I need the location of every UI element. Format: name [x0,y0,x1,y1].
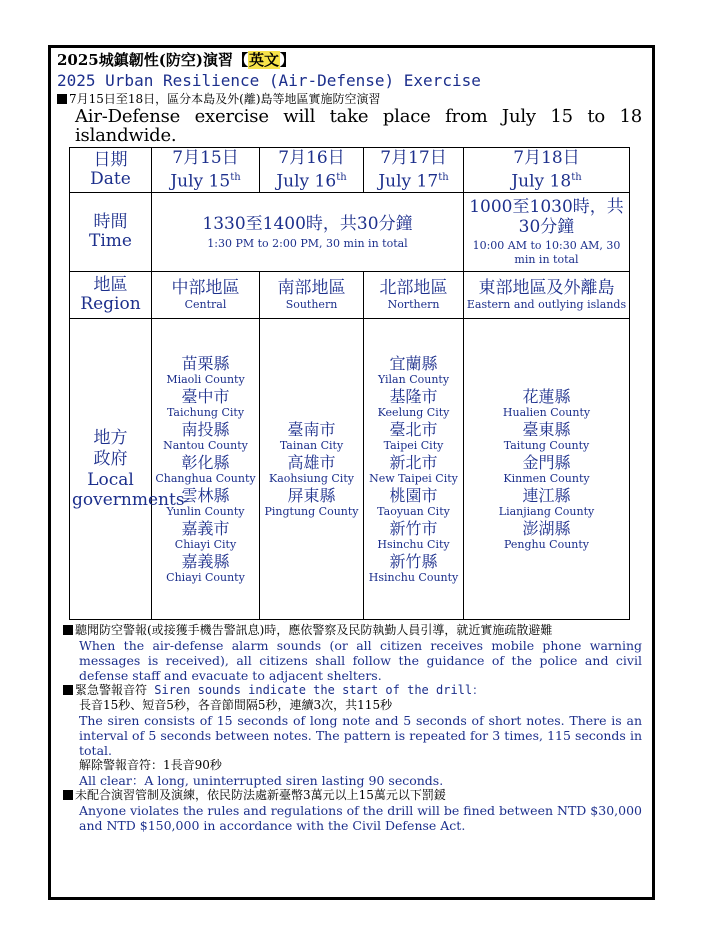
region-zh: 中部地區 [171,277,240,298]
date-en-suffix: th [438,171,449,183]
gov-name-zh: 金門縣 [522,452,571,472]
time-row [70,193,630,272]
date-label-cell [70,148,152,193]
bullet-square-icon [63,685,73,695]
gov-name-en: Changhua County [155,471,256,485]
gov-name-zh: 嘉義市 [181,518,230,538]
region-cell [152,272,260,319]
date-zh: 7月15日 [172,147,239,168]
region-cell [260,272,364,319]
gov-list-southern [260,319,364,620]
gov-name-zh: 桃園市 [389,485,438,505]
gov-name-zh: 屏東縣 [287,485,336,505]
note-siren-heading [63,683,646,698]
gov-list-central [152,319,260,620]
date-cell [152,148,260,193]
gov-name-en: Taichung City [166,405,245,419]
gov-name-en: Yunlin County [166,504,245,518]
gov-label-zh: 地方政府 [93,428,128,469]
note-siren-pattern-zh: 長音15秒、短音5秒，各音節間隔5秒，連續3次，共115秒 [79,698,393,712]
gov-name-zh: 彰化縣 [181,452,230,472]
gov-name-en: Lianjiang County [498,504,595,518]
title-highlight: 英文 [248,51,279,69]
note-alarm-en: When the air-defense alarm sounds (or all citizen receives mobile phone warning messages is received), all citizens shall follow the guidance of the police and civil defense staff and evacuate to adjacent shelters. [79,638,642,683]
date-en [154,168,257,192]
date-zh: 7月16日 [278,147,345,168]
time-main-zh: 1330至1400時，共30分鐘 [202,213,413,234]
schedule-table [69,147,630,620]
gov-name-en: Penghu County [503,537,590,551]
time-last-en: 10:00 AM to 10:30 AM, 30 min in total [472,239,621,266]
gov-name-zh: 臺東縣 [522,419,571,439]
region-label-cell [70,272,152,319]
gov-name-zh: 雲林縣 [181,485,230,505]
region-en: Eastern and outlying islands [466,297,627,311]
lead-zh [57,91,646,107]
note-all-clear-zh: 解除警報音符：1長音90秒 [79,758,222,772]
region-label-zh: 地區 [93,275,128,295]
bullet-square-icon [63,790,73,800]
date-en-suffix: th [230,171,241,183]
region-row [70,272,630,319]
region-en: Central [184,297,227,311]
time-main-cell [152,193,464,272]
gov-name-zh: 臺中市 [181,386,230,406]
lead-zh-text: 7月15日至18日，區分本島及外(離)島等地區實施防空演習 [69,92,381,106]
gov-name-en: Taipei City [383,438,444,452]
gov-name-en: New Taipei City [369,471,458,485]
date-label-zh: 日期 [93,150,128,170]
time-last-zh: 1000至1030時，共30分鐘 [469,197,624,237]
gov-name-zh: 新竹縣 [389,551,438,571]
region-cell [464,272,630,319]
date-row [70,148,630,193]
note-alarm-zh [63,623,646,638]
region-en: Southern [285,297,338,311]
gov-label-en: Local governments [72,470,185,510]
gov-name-en: Pingtung County [264,504,359,518]
region-zh: 南部地區 [277,277,346,298]
time-last-cell [464,193,630,272]
gov-name-zh: 高雄市 [287,452,336,472]
gov-name-en: Chiayi City [174,537,237,551]
gov-name-zh: 花蓮縣 [522,386,571,406]
time-label-en: Time [89,231,132,251]
bullet-square-icon [57,94,67,104]
note-penalty-zh [63,788,646,803]
gov-name-zh: 南投縣 [181,419,230,439]
gov-name-en: Yilan County [377,372,450,386]
notice-frame [48,45,655,900]
gov-name-zh: 臺南市 [287,419,336,439]
date-zh: 7月18日 [513,147,580,168]
gov-name-en: Hsinchu County [368,570,459,584]
title-bracket-open: 【 [232,51,248,69]
date-en [466,168,627,192]
date-en-text: July 18 [511,171,572,192]
gov-name-zh: 基隆市 [389,386,438,406]
government-row [70,319,630,620]
region-zh: 北部地區 [379,277,448,298]
note-all-clear-en: All clear：A long, uninterrupted siren lasting 90 seconds. [79,773,444,788]
gov-name-en: Hualien County [502,405,591,419]
gov-name-en: Miaoli County [166,372,245,386]
date-zh: 7月17日 [380,147,447,168]
gov-name-en: Hsinchu City [377,537,450,551]
gov-name-en: Taitung County [503,438,590,452]
date-en-suffix: th [336,171,347,183]
date-cell [464,148,630,193]
time-main-en: 1:30 PM to 2:00 PM, 30 min in total [207,236,408,250]
title-zh-text: 2025城鎮韌性(防空)演習 [57,51,233,69]
gov-list-eastern [464,319,630,620]
gov-name-zh: 嘉義縣 [181,551,230,571]
bullet-square-icon [63,625,73,635]
time-label-cell [70,193,152,272]
title-en: 2025 Urban Resilience (Air-Defense) Exercise [57,71,481,90]
date-label-en: Date [90,169,131,189]
region-label-en: Region [80,294,141,314]
gov-list-northern [364,319,464,620]
note-siren-pattern-en: The siren consists of 15 seconds of long note and 5 seconds of short notes. There is an interval of 5 seconds between notes. The pattern is repeated for 3 times, 115 seconds in total. [79,713,642,758]
gov-name-zh: 新竹市 [389,518,438,538]
date-cell [364,148,464,193]
region-en: Northern [387,297,440,311]
gov-name-en: Kinmen County [503,471,590,485]
gov-name-zh: 宜蘭縣 [389,353,438,373]
note-alarm-zh-text: 聽聞防空警報(或接獲手機告警訊息)時，應依警察及民防執勤人員引導，就近實施疏散避難 [75,623,553,637]
note-siren-zh: 緊急警報音符 [75,683,148,697]
date-en [262,168,361,192]
gov-name-zh: 新北市 [389,452,438,472]
note-siren-en-inline: Siren sounds indicate the start of the drill： [147,683,485,697]
gov-label-cell [70,319,185,620]
title-bracket-close: 】 [279,51,295,69]
note-penalty-zh-text: 未配合演習管制及演練，依民防法處新臺幣3萬元以上15萬元以下罰鍰 [75,788,446,802]
gov-name-en: Taoyuan City [377,504,450,518]
region-cell [364,272,464,319]
gov-name-en: Keelung City [377,405,450,419]
gov-name-zh: 苗栗縣 [181,353,230,373]
date-cell [260,148,364,193]
gov-name-en: Kaohsiung City [269,471,354,485]
gov-name-en: Tainan City [279,438,344,452]
date-en-suffix: th [571,171,582,183]
region-zh: 東部地區及外離島 [478,277,615,298]
gov-name-zh: 臺北市 [389,419,438,439]
notes-section [63,623,646,833]
title-zh [57,50,646,70]
gov-name-en: Chiayi County [166,570,245,584]
date-en [366,168,461,192]
gov-name-zh: 連江縣 [522,485,571,505]
gov-name-en: Nantou County [163,438,248,452]
date-en-text: July 15 [170,171,231,192]
time-label-zh: 時間 [93,212,128,232]
note-penalty-en: Anyone violates the rules and regulations of the drill will be fined between NTD $30,000 and NTD $150,000 in accordance with the Civil Defense Act. [79,803,642,833]
date-en-text: July 17 [378,171,439,192]
gov-name-zh: 澎湖縣 [522,518,571,538]
date-en-text: July 16 [276,171,337,192]
lead-en: Air-Defense exercise will take place from July 15 to 18 islandwide. [75,106,642,146]
